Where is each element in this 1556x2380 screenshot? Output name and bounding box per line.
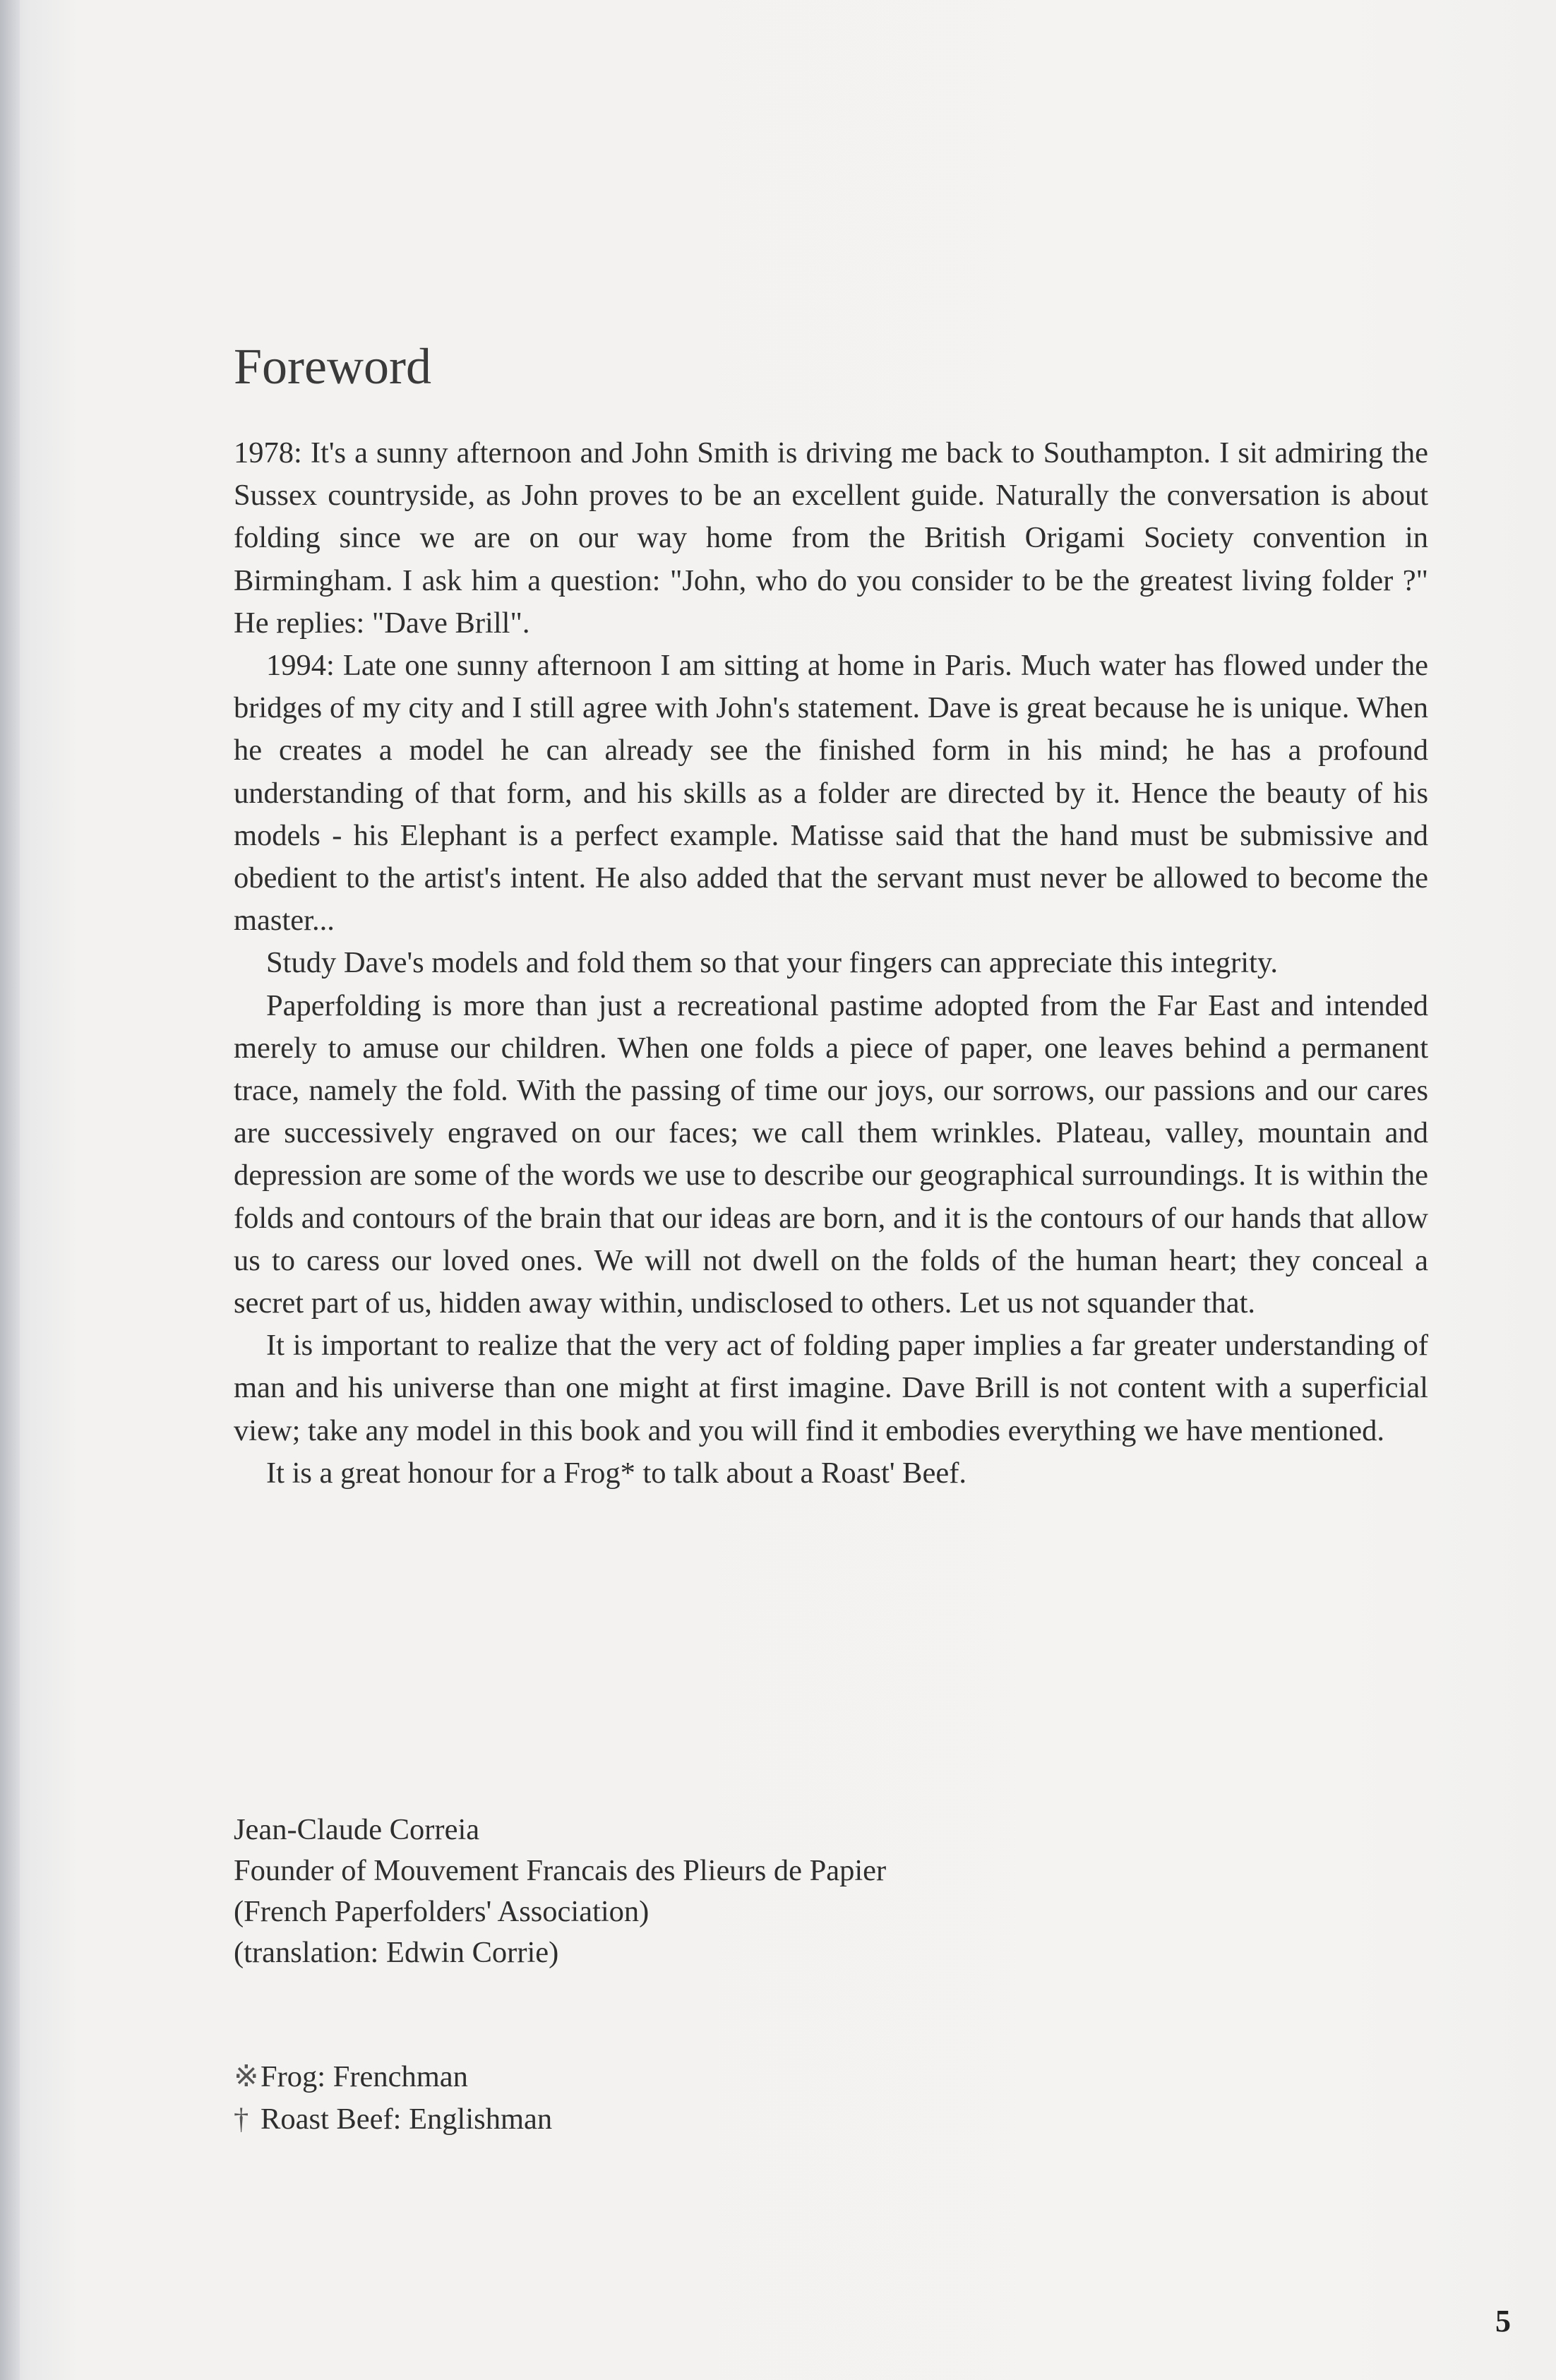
- signature-role: Founder of Mouvement Francais des Plieurs de Papier: [234, 1854, 887, 1887]
- footnote-mark: ※: [234, 2060, 259, 2093]
- paragraph-paperfolding: Paperfolding is more than just a recreational pastime adopted from the Far East and intended merely to amuse our children. When one folds a piece of paper, one leaves behind a permanent trace, namely the fold. With the passing of time our joys, our sorrows, our passions and our cares are successively engraved on our faces; we call them wrinkles. Plateau, valley, mountain and depression are some of the words we use to describe our geographical surroundings. It is within the folds and contours of the brain that our ideas are born, and it is the contours of our hands that allow us to caress our loved ones. We will not dwell on the folds of the human heart; they conceal a secret part of us, hidden away within, undisclosed to others. Let us not squander that.: [234, 988, 1428, 1320]
- footnote-frog: [234, 2056, 1222, 2098]
- footnote-roast-beef: [234, 2098, 1222, 2141]
- paragraph-1978: 1978: It's a sunny afternoon and John Smith is driving me back to Southampton. I sit admiring the Sussex countryside, as John proves to be an excellent guide. Naturally the conversation is about folding since we are on our way home from the British Origami Society convention in Birmingham. I ask him a question: "John, who do you consider to be the greatest living folder ?" He replies: "Dave Brill".: [234, 436, 1428, 640]
- page-number: 5: [1495, 2304, 1511, 2338]
- paragraph-1994: 1994: Late one sunny afternoon I am sitting at home in Paris. Much water has flowed under the bridges of my city and I still agree with John's statement. Dave is great because he is unique. When he creates a model he can already see the finished form in his mind; he has a profound understanding of that form, and his skills as a folder are directed by it. Hence the beauty of his models - his Elephant is a perfect example. Matisse said that the hand must be submissive and obedient to the artist's intent. He also added that the servant must never be allowed to become the master...: [234, 649, 1428, 938]
- footnote-text: Frog: Frenchman: [261, 2060, 468, 2093]
- binding-shadow: [0, 0, 20, 2380]
- foreword-body: [234, 432, 1428, 1495]
- paragraph-study: Study Dave's models and fold them so that your fingers can appreciate this integrity.: [266, 946, 1279, 980]
- signature-org-translation: (French Paperfolders' Association): [234, 1895, 650, 1928]
- paragraph-honour: It is a great honour for a Frog* to talk about a Roast' Beef.: [266, 1456, 966, 1490]
- footnotes: [234, 2056, 1222, 2141]
- signature-name: Jean-Claude Correia: [234, 1813, 480, 1846]
- footnote-text: Roast Beef: Englishman: [261, 2103, 553, 2136]
- page-title: Foreword: [234, 338, 431, 395]
- signature-block: [234, 1810, 1222, 1973]
- paragraph-important: It is important to realize that the very act of folding paper implies a far greater understanding of man and his universe than one might at first imagine. Dave Brill is not content with a superficial view; take any model in this book and you will find it embodies everything we have mentioned.: [234, 1329, 1428, 1447]
- footnote-mark: †: [234, 2103, 249, 2136]
- signature-translator: (translation: Edwin Corrie): [234, 1936, 559, 1969]
